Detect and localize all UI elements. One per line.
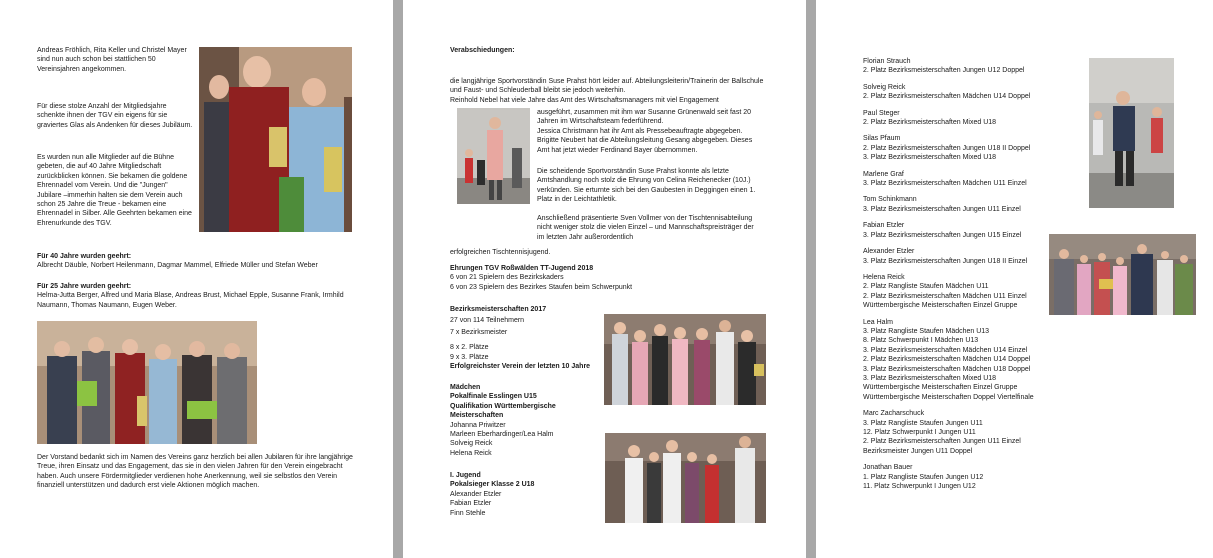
- document-page-1: [0, 0, 393, 558]
- result-entry-line: 3. Platz Bezirksmeisterschaften Mixed U18: [863, 154, 997, 162]
- result-entry-name: Paul Steger: [863, 109, 900, 117]
- result-entry-name: Tom Schinkmann: [863, 196, 917, 204]
- result-entry-line: 8. Platz Schwerpunkt I Mädchen U13: [863, 337, 979, 345]
- section-maedchen: Mädchen Pokalfinale Esslingen U15 Qualifikation Württembergische Meisterschaften Johanna Priwitzer Marleen Eberhardinger/Lea Halm Solveig Reick Helena Reick: [450, 383, 600, 458]
- result-entry-line: Bezirksmeister Jungen U11 Doppel: [863, 447, 973, 455]
- result-entry-line: 3. Platz Bezirksmeisterschaften Mädchen U18 Doppel: [863, 365, 1031, 373]
- result-entry-name: Helena Reick: [863, 273, 905, 281]
- result-entry-line: 12. Platz Schwerpunkt I Jungen U11: [863, 429, 976, 436]
- result-entry-line: 11. Platz Schwerpunkt I Jungen U12: [863, 483, 976, 491]
- result-entry: [863, 57, 1093, 76]
- result-entry: [863, 170, 1093, 189]
- result-entry-line: 2. Platz Bezirksmeisterschaften Mixed U18: [863, 119, 997, 127]
- result-entry: [863, 318, 1093, 403]
- list-40-jahre: Albrecht Däuble, Norbert Heilenmann, Dagmar Mammel, Elfriede Müller und Stefan Weber: [37, 262, 318, 270]
- heading-verabschiedungen: Verabschiedungen:: [450, 47, 515, 54]
- heading-25-jahre: Für 25 Jahre wurden geehrt:: [37, 283, 132, 290]
- result-entry-name: Lea Halm: [863, 318, 893, 326]
- result-entry-name: Alexander Etzler: [863, 248, 915, 256]
- result-entry-line: 2. Platz Bezirksmeisterschaften Jungen U18 II Doppel: [863, 144, 1031, 152]
- section-40-jahre: [37, 252, 377, 271]
- result-entry-line: 2. Platz Bezirksmeisterschaften Mädchen U14 Doppel: [863, 356, 1031, 364]
- photo-tt-jugend: [605, 433, 766, 523]
- para-amt-wechsel: ausgeführt, zusammen mit ihm war Susanne Grünenwald seit fast 20 Jahren im Wirtschaftsteam federführend. Jessica Christmann hat ihr Amt als Pressebeauftragte abgegeben. Brigitte Neubert hat die Abteilungsleitung Gesang abgegeben. Dieses Amt hat jetzt wieder Ferdinand Bayer übernommen.: [537, 109, 753, 154]
- result-entry: [863, 409, 1093, 456]
- section-25-jahre: [37, 282, 377, 310]
- result-entry-line: Württembergische Meisterschaften Einzel Gruppe: [863, 302, 1018, 310]
- result-entry-line: 1. Platz Rangliste Staufen Jungen U12: [863, 473, 984, 481]
- document-page-3: [816, 0, 1213, 558]
- section-bezirksmeisterschaften: Bezirksmeisterschaften 2017 27 von 114 Teilnehmern 7 x Bezirksmeister 8 x 2. Plätze 9 x 3. Plätze Erfolgreichster Verein der letzten 10 Jahre: [450, 305, 600, 371]
- result-entry: [863, 109, 1093, 128]
- result-entry-name: Solveig Reick: [863, 83, 906, 91]
- result-entry-name: Jonathan Bauer: [863, 464, 913, 472]
- result-entry: [863, 134, 1093, 162]
- para-tt-jugend: erfolgreichen Tischtennisjugend.: [450, 249, 551, 256]
- para-verabschiedung-intro: die langjährige Sportvorständin Suse Prahst hört leider auf. Abteilungsleiterin/Trainerin der Ballschule und Faust- und Schleuderball bleibt sie jedoch weiterhin. Reinhold Nebel hat viele Jahre das Amt des Wirtschaftsmanagers mit viel Engagement: [450, 78, 764, 104]
- result-entry-line: 2. Platz Bezirksmeisterschaften Jungen U12 Doppel: [863, 67, 1025, 75]
- result-entry-line: 2. Platz Rangliste Staufen Mädchen U11: [863, 283, 989, 291]
- photo-tt-einzel: [1089, 58, 1174, 208]
- list-25-jahre: Helma-Jutta Berger, Alfred und Maria Blase, Andreas Brust, Michael Epple, Susanne Frank, Irmhild Naumann, Thomas Naumann, Eugen Weber.: [37, 292, 344, 309]
- photo-suse-prahst: [457, 108, 530, 204]
- heading-bezirksmeisterschaften: Bezirksmeisterschaften 2017: [450, 306, 547, 313]
- heading-maedchen: Mädchen: [450, 384, 481, 391]
- result-entry-line: 3. Platz Rangliste Staufen Jungen U11: [863, 419, 983, 427]
- para-dank: Der Vorstand bedankt sich im Namen des Vereins ganz herzlich bei allen Jubilaren für ihre langjährige Treue, ihren Einsatz und das Engagement, das sie in den vielen Jahren für den Verein eingebracht haben. Auch unsere Fördermitglieder verdienen hohe Anerkennung, weil sie selbstlos den Verein finanziell unterstützen und dadurch erst viele Aktionen möglich machen.: [37, 454, 353, 490]
- result-entry-name: Marlene Graf: [863, 170, 904, 178]
- result-entry-name: Silas Pfaum: [863, 135, 901, 143]
- result-entry-line: 2. Platz Bezirksmeisterschaften Jungen U11 Einzel: [863, 438, 1021, 446]
- section-ehrungen: Ehrungen TGV Roßwälden TT-Jugend 2018 6 von 21 Spielern des Bezirkskaders 6 von 23 Spielern des Bezirkes Staufen beim Schwerpunkt: [450, 264, 770, 292]
- photo-tt-gruppe: [1049, 234, 1196, 315]
- heading-40-jahre: Für 40 Jahre wurden geehrt:: [37, 253, 132, 260]
- para-ehrennadel: Es wurden nun alle Mitglieder auf die Bühne gebeten, die auf 40 Jahre Mitgliedschaft zurückblicken können. Sie bekamen die goldene Ehrennadel vom Verein. Und die "Jungen" Jubilare –immerhin halten sie dem Verein auch schon 25 Jahre die Treue - bekamen eine Ehrennadel in Silber. Alle Geehrten bekamen eine Ehrenurkunde des TGV.: [37, 154, 192, 227]
- photo-tt-maedchen: [604, 314, 766, 405]
- result-entry-line: 3. Platz Bezirksmeisterschaften Jungen U15 Einzel: [863, 231, 1022, 239]
- intro-paragraph: Andreas Fröhlich, Rita Keller und Christel Mayer sind nun auch schon bei stattlichen 50 Vereinsjahren angekommen.: [37, 47, 187, 73]
- result-entry-name: Florian Strauch: [863, 58, 911, 65]
- document-page-2: [403, 0, 806, 558]
- result-entry-line: 2. Platz Bezirksmeisterschaften Mädchen U11 Einzel: [863, 292, 1027, 300]
- heading-ehrungen: Ehrungen TGV Roßwälden TT-Jugend 2018: [450, 265, 594, 272]
- photo-jubilare-50: [199, 47, 352, 232]
- section-jugend: I. Jugend Pokalsieger Klasse 2 U18 Alexander Etzler Fabian Etzler Finn Stehle: [450, 471, 600, 518]
- heading-jugend: I. Jugend: [450, 472, 481, 479]
- result-entry: [863, 463, 1093, 491]
- result-entry-line: 3. Platz Rangliste Staufen Mädchen U13: [863, 327, 990, 335]
- para-tischtennis: Anschließend präsentierte Sven Vollmer von der Tischtennisabteilung nicht weniger stolz die vielen Einzel – und Mannschaftspreisträger der im letzten Jahr außerordentlich: [537, 215, 754, 241]
- result-entry-name: Marc Zacharschuck: [863, 410, 925, 418]
- result-entry-line: Württembergische Meisterschaften Doppel Viertelfinale: [863, 393, 1034, 401]
- photo-jubilare-group: [37, 321, 257, 444]
- para-ehrung-celina: Die scheidende Sportvorständin Suse Prahst konnte als letzte Amtshandlung noch stolz die Ehrung von Celina Reichenecker (10J.) verkünden. Sie erturnte sich bei den Gaubesten in Deggingen einen 1. Platz in der Leichtathletik.: [537, 168, 756, 204]
- result-entry-line: 3. Platz Bezirksmeisterschaften Mixed U18: [863, 374, 997, 382]
- result-entry-line: Württembergische Meisterschaften Einzel Gruppe: [863, 384, 1018, 392]
- result-entry: [863, 195, 1093, 214]
- result-entry-line: 3. Platz Bezirksmeisterschaften Mädchen U11 Einzel: [863, 180, 1027, 188]
- result-entry-name: Fabian Etzler: [863, 222, 905, 230]
- result-entry-line: 3. Platz Bezirksmeisterschaften Jungen U18 II Einzel: [863, 257, 1028, 265]
- result-entry: [863, 83, 1093, 102]
- para-glas: Für diese stolze Anzahl der Mitgliedsjahre schenkte ihnen der TGV ein eigens für sie graviertes Glas als Andenken für dieses Jubiläum.: [37, 103, 193, 129]
- result-entry-line: 3. Platz Bezirksmeisterschaften Mädchen U14 Einzel: [863, 346, 1028, 354]
- result-entry-line: 2. Platz Bezirksmeisterschaften Mädchen U14 Doppel: [863, 93, 1031, 101]
- result-entry-line: 3. Platz Bezirksmeisterschaften Jungen U11 Einzel: [863, 205, 1021, 213]
